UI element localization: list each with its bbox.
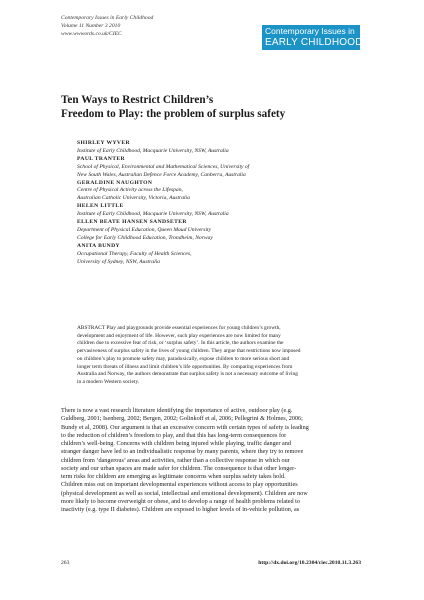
body-line: more likely to become overweight or obese, and to develop a range of health problems related to [61,497,300,505]
abstract-line: ABSTRACT Play and playgrounds provide essential experiences for young children’s growth, [77,325,281,331]
author-affiliation: Occupational Therapy, Faculty of Health Sciences, [77,250,192,257]
body-line: Bundy et al, 2008). Our argument is that an excessive concern with certain types of safety is leading [61,423,309,431]
logo-line-2: EARLY CHILDHOOD [265,37,363,48]
author-name: PAUL TRANTER [77,155,125,162]
body-line: Children miss out on important developmental experiences without access to play opportunities [61,481,298,489]
body-line: stranger danger have led to an individualistic response by many parents, where they try to remove [61,448,304,456]
abstract [77,325,361,387]
body-line: society and our urban spaces are made safer for children. The consequence is that other longer- [61,464,297,472]
title-line-2: Freedom to Play: the problem of surplus safety [61,108,286,120]
body-line: Guldberg, 2001; Isenberg, 2002; Bergen, 2002; Golinkoff et al, 2006; Pellegrini & Holmes, 2006; [61,415,303,423]
body-line: children from ‘dangerous’ areas and activities, rather than a collective response in which our [61,456,290,464]
page-number: 263 [61,560,70,566]
author-affiliation: School of Physical, Environmental and Mathematical Sciences, University of [77,163,250,170]
body-line: children’s well-being. Concerns with children being injured while playing, traffic danger and [61,440,291,447]
journal-header [61,14,153,38]
abstract-line: pervasiveness of surplus safety in the lives of young children. They argue that restrictions now imposed [77,348,301,355]
journal-name: Contemporary Issues in Early Childhood [61,15,154,21]
logo-line-1: Contemporary Issues in [265,26,355,36]
author-name: ANITA BUNDY [77,242,120,249]
abstract-line: children due to excessive fear of risk, or ‘surplus safety’. In this article, the authors examine the [77,340,284,347]
author-name: SHIRLEY WYVER [77,140,130,146]
author-affiliation: Department of Physical Education, Queen Maud University [77,226,212,233]
author-name: GERALDINE NAUGHTON [77,179,153,186]
author-affiliation: College for Early Childhood Education, Trondheim, Norway [77,234,213,241]
abstract-line: Australia and Norway, the authors demonstrate that surplus safety is not a necessary outcome of living [77,371,298,378]
author-affiliation: Australian Catholic University, Victoria, Australia [77,195,190,202]
abstract-line: on children’s play to promote safety may, paradoxically, expose children to more serious short and [77,355,290,362]
author-name: HELEN LITTLE [77,203,124,210]
author-affiliation: Institute of Early Childhood, Macquarie University, NSW, Australia [77,211,229,218]
author-affiliation: New South Wales, Australian Defence Force Academy, Canberra, Australia [77,171,246,178]
author-affiliation: Centre of Physical Activity across the Lifespan, [77,187,183,194]
doi-link[interactable]: http://dx.doi.org/10.2304/ciec.2010.11.3.263 [258,560,361,566]
author-name: ELLEN BEATE HANSEN SANDSETER [77,219,187,226]
journal-url[interactable]: www.wwwords.co.uk/CIEC [61,31,122,37]
body-line: inactivity (e.g. type II diabetes). Children are exposed to higher levels of in-vehicle pollution, as [61,506,300,513]
body-line: (physical development as well as social, intellectual and emotional development). Children are now [61,489,308,497]
author-list [77,140,357,267]
body-line: to the reduction of children’s freedom to play, and that this has long-term consequences for [61,431,287,439]
journal-volume: Volume 11 Number 3 2010 [61,23,121,29]
body-text [61,407,361,514]
abstract-line: development and enjoyment of life. However, such play experiences are now limited for many [77,332,281,339]
abstract-line: in a modern Western society. [77,378,140,385]
journal-logo [262,25,363,50]
author-affiliation: Institute of Early Childhood, Macquarie University, NSW, Australia [77,147,229,154]
article-title [61,93,361,121]
abstract-line: longer term threats of illness and limit children’s life opportunities. By comparing experiences from [77,363,293,370]
body-line: There is now a vast research literature identifying the importance of active, outdoor play (e.g. [61,407,293,414]
body-line: term risks for children are emerging as legitimate concerns when surplus safety takes hold. [61,473,286,480]
author-affiliation: University of Sydney, NSW, Australia [77,258,160,265]
title-line-1: Ten Ways to Restrict Children’s [61,94,214,106]
